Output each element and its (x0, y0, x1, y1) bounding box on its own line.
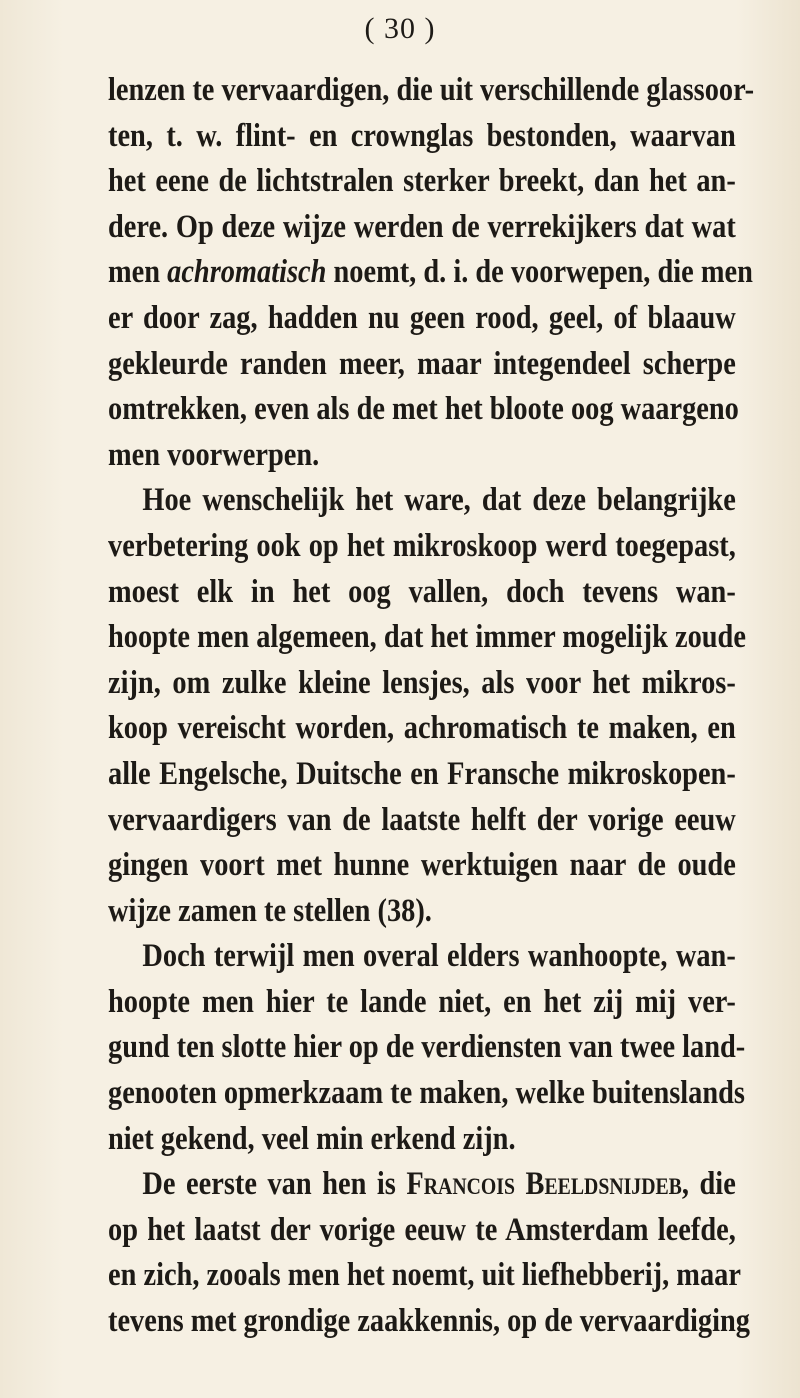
text-line: koop vereischt worden, achromatisch te maken, en (108, 710, 736, 747)
text-fragment: De eerste van hen is (142, 1166, 407, 1203)
text-line (108, 1162, 736, 1208)
person-name: Francois Beeldsnijdeb (406, 1166, 682, 1203)
text-line: vervaardigers van de laatste helft der vorige eeuw (108, 801, 736, 838)
text-line: genooten opmerkzaam te maken, welke buitenslands (108, 1075, 745, 1112)
page-number: ( 30 ) (364, 12, 436, 45)
text-line: gingen voort met hunne werktuigen naar de oude (108, 847, 736, 884)
text-line: er door zag, hadden nu geen rood, geel, of blaauw (108, 299, 736, 336)
text-line: tevens met grondige zaakkennis, op de vervaardiging (108, 1303, 750, 1340)
text-line: hoopte men algemeen, dat het immer mogelijk zoude (108, 619, 746, 656)
text-line: wijze zamen te stellen (38). (108, 892, 432, 929)
text-line: ten, t. w. flint- en crownglas bestonden, waarvan (108, 117, 736, 154)
text-line: het eene de lichtstralen sterker breekt, dan het an- (108, 163, 736, 200)
text-line: omtrekken, even als de met het bloote oog waargeno (108, 391, 739, 428)
text-line: men voorwerpen. (108, 436, 320, 473)
text-line: gund ten slotte hier op de verdiensten van twee land- (108, 1029, 746, 1066)
text-line: lenzen te vervaardigen, die uit verschillende glassoor- (108, 72, 755, 108)
text-line: alle Engelsche, Duitsche en Fransche mikroskopen- (108, 755, 736, 792)
text-fragment: noemt, d. i. de voorwepen, die men (326, 254, 753, 291)
text-fragment: men (108, 254, 168, 291)
text-line: niet gekend, veel min erkend zijn. (108, 1120, 516, 1157)
text-line: Doch terwijl men overal elders wanhoopte, wan- (142, 938, 736, 975)
text-line: moest elk in het oog vallen, doch tevens wan- (108, 573, 736, 610)
text-line: op het laatst der vorige eeuw te Amsterdam leefde, (108, 1211, 736, 1248)
text-line: verbetering ook op het mikroskoop werd toegepast, (108, 527, 736, 564)
text-line: hoopte men hier te lande niet, en het zij mij ver- (108, 983, 736, 1020)
text-line: zijn, om zulke kleine lensjes, als voor het mikros- (108, 664, 736, 701)
text-line: gekleurde randen meer, maar integendeel scherpe (108, 345, 736, 382)
text-fragment: , die (681, 1166, 736, 1203)
body-text (108, 68, 755, 1345)
text-line: dere. Op deze wijze werden de verrekijkers dat wat (108, 208, 736, 245)
text-line: en zich, zooals men het noemt, uit liefhebberij, maar (108, 1257, 741, 1294)
italic-term: achromatisch (167, 254, 327, 291)
text-line: Hoe wenschelijk het ware, dat deze belangrijke (142, 482, 736, 519)
text-line (108, 250, 753, 296)
